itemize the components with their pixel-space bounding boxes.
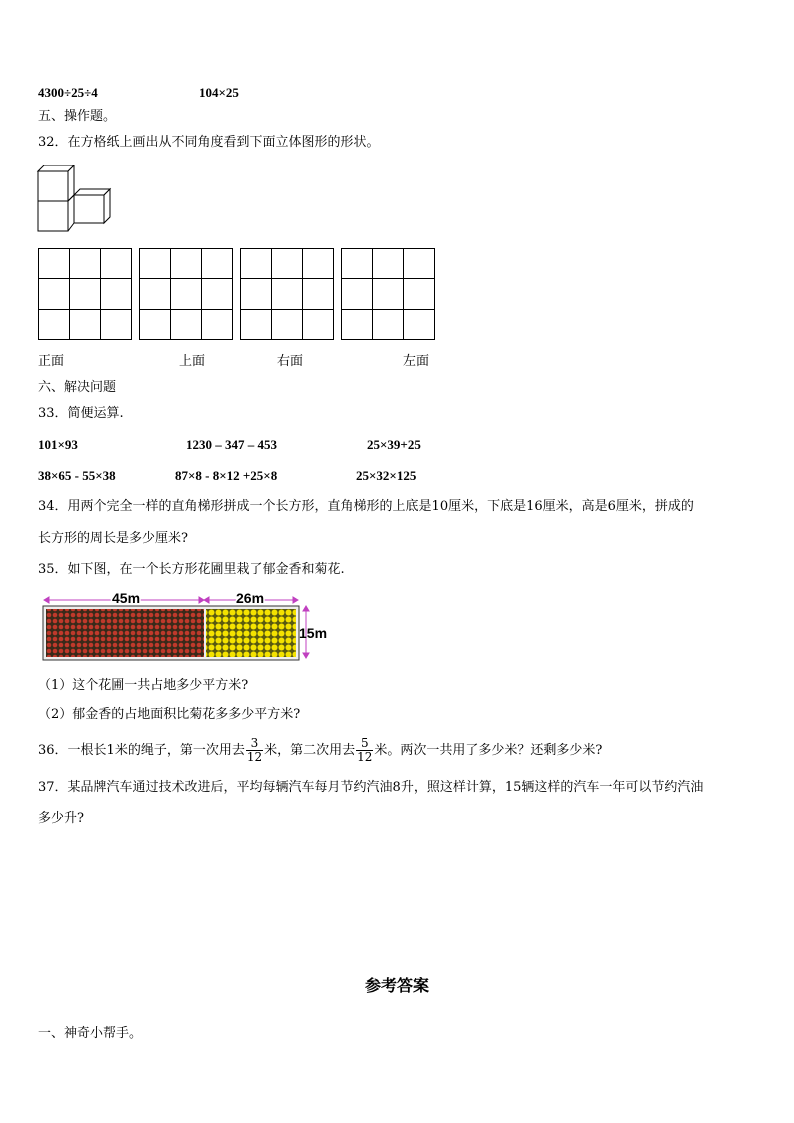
- label-right: 右面: [277, 354, 304, 369]
- question-37-line1: 37．某品牌汽车通过技术改进后，平均每辆汽车每月节约汽油8升，照这样计算，15辆这样的汽车一年可以节约汽油: [38, 780, 704, 795]
- question-34-line2: 长方形的周长是多少厘米?: [38, 531, 188, 546]
- chrysanthemum-bed: [206, 609, 296, 657]
- grid-front-view[interactable]: [38, 248, 133, 341]
- question-36: [38, 736, 602, 768]
- q36-text-3: 米。两次一共用了多少米？还剩多少米?: [374, 743, 603, 758]
- question-34-line1: 34．用两个完全一样的直角梯形拼成一个长方形，直角梯形的上底是10厘米，下底是16厘米，高是6厘米，拼成的: [38, 499, 694, 514]
- q33-expr-5: 87×8 - 8×12 +25×8: [175, 468, 278, 483]
- section-five-heading: 五、操作题。: [38, 109, 117, 124]
- garden-figure: [40, 588, 340, 664]
- calc-expression-1: 4300÷25÷4: [38, 85, 98, 100]
- left-length-label: 45m: [112, 590, 141, 606]
- section-six-heading: 六、解决问题: [38, 380, 117, 395]
- q33-expr-4: 38×65 - 55×38: [38, 468, 116, 483]
- height-label: 15m: [299, 625, 328, 641]
- tulip-bed: [46, 609, 204, 657]
- question-32: 32．在方格纸上画出从不同角度看到下面立体图形的形状。: [38, 135, 380, 150]
- right-length-label: 26m: [236, 590, 265, 606]
- answer-section-one: 一、神奇小帮手。: [38, 1026, 143, 1041]
- grid-top-view[interactable]: [139, 248, 234, 341]
- grid-right-view[interactable]: [240, 248, 335, 341]
- q36-text-1: 36．一根长1米的绳子，第一次用去: [38, 743, 245, 758]
- q33-expr-2: 1230 – 347 – 453: [186, 437, 277, 452]
- question-35-sub1: （1）这个花圃一共占地多少平方米?: [38, 678, 249, 693]
- fraction-3-12: $\frac{3}{12}$: [246, 736, 263, 764]
- q36-text-2: 米，第二次用去: [264, 743, 356, 758]
- grid-left-view[interactable]: [341, 248, 436, 341]
- q33-expr-6: 25×32×125: [356, 468, 417, 483]
- calc-expression-2: 104×25: [199, 85, 239, 100]
- label-top: 上面: [179, 354, 206, 369]
- fraction-5-12: $\frac{5}{12}$: [357, 736, 373, 764]
- q33-expr-3: 25×39+25: [367, 437, 421, 452]
- q33-expr-1: 101×93: [38, 437, 78, 452]
- question-35: 35．如下图，在一个长方形花圃里栽了郁金香和菊花.: [38, 562, 345, 577]
- label-front: 正面: [38, 354, 65, 369]
- label-left: 左面: [403, 354, 430, 369]
- question-37-line2: 多少升?: [38, 811, 84, 826]
- cube-stack-figure: [36, 165, 116, 235]
- answer-title: 参考答案: [364, 976, 429, 995]
- question-35-sub2: （2）郁金香的占地面积比菊花多多少平方米?: [38, 707, 301, 722]
- question-33: 33．简便运算.: [38, 406, 124, 421]
